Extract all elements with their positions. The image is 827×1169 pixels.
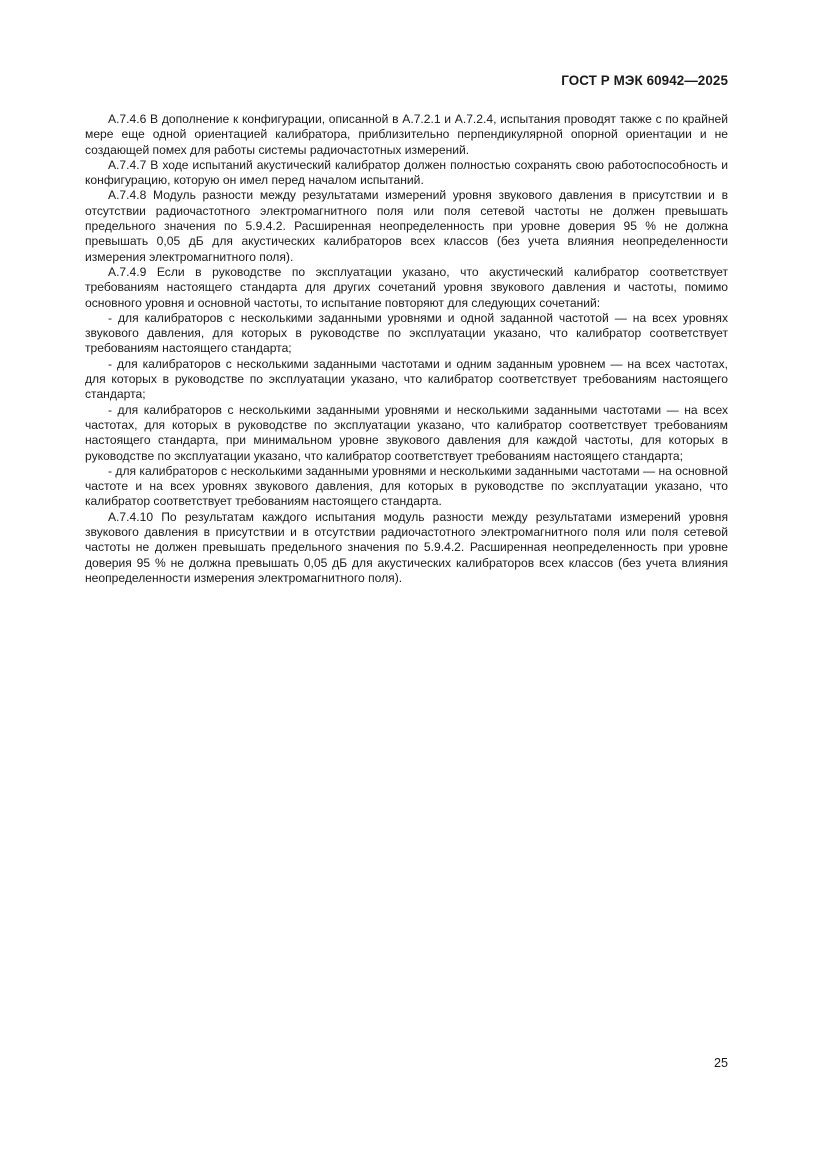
list-item-levels-frequencies-min: - для калибраторов с несколькими заданными уровнями и несколькими заданными частотами — на всех частотах, для которых в руководстве по эксплуатации указано, что калибратор соответствует требованиям настоящего стандарта, при минимальном уровне звукового давления для каждой частоты, для которых в руководстве по эксплуатации указано, что калибратор соответствует требованиям настоящего стандарта; [85, 402, 728, 463]
paragraph-a-7-4-8: А.7.4.8 Модуль разности между результатами измерений уровня звукового давления в присутствии и в отсутствии радиочастотного электромагнитного поля или поля сетевой частоты не должен превышать предельного значения по 5.9.4.2. Расширенная неопределенность при уровне доверия 95 % не должна превышать 0,05 дБ для акустических калибраторов всех классов (без учета влияния неопределенности измерения электромагнитного поля). [85, 188, 728, 264]
document-body [85, 112, 728, 586]
paragraph-a-7-4-6: А.7.4.6 В дополнение к конфигурации, описанной в А.7.2.1 и А.7.2.4, испытания проводят также с по крайней мере еще одной ориентацией калибратора, приблизительно перпендикулярной опорной ориентации и не создающей помех для работы системы радиочастотных измерений. [85, 112, 728, 157]
paragraph-a-7-4-10: А.7.4.10 По результатам каждого испытания модуль разности между результатами измерений уровня звукового давления в присутствии и в отсутствии радиочастотного электромагнитного поля или поля сетевой частоты не должен превышать предельного значения по 5.9.4.2. Расширенная неопределенность при уровне доверия 95 % не должна превышать 0,05 дБ для акустических калибраторов всех классов (без учета влияния неопределенности измерения электромагнитного поля). [85, 509, 728, 585]
document-code-header: ГОСТ Р МЭК 60942—2025 [561, 73, 728, 88]
page-number: 25 [713, 1056, 728, 1070]
paragraph-a-7-4-9: А.7.4.9 Если в руководстве по эксплуатации указано, что акустический калибратор соответствует требованиям настоящего стандарта для других сочетаний уровня звукового давления и частоты, помимо основного уровня и основной частоты, то испытание повторяют для следующих сочетаний: [85, 264, 728, 310]
list-item-frequencies: - для калибраторов с несколькими заданными частотами и одним заданным уровнем — на всех частотах, для которых в руководстве по эксплуатации указано, что калибратор соответствует требованиям настоящего стандарта; [85, 356, 728, 402]
list-item-levels-frequencies-main: - для калибраторов с несколькими заданными уровнями и несколькими заданными частотами — на основной частоте и на всех уровнях звукового давления, для которых в руководстве по эксплуатации указано, что калибратор соответствует требованиям настоящего стандарта. [85, 463, 728, 509]
list-item-levels: - для калибраторов с несколькими заданными уровнями и одной заданной частотой — на всех уровнях звукового давления, для которых в руководстве по эксплуатации указано, что калибратор соответствует требованиям настоящего стандарта; [85, 310, 728, 356]
paragraph-a-7-4-7: А.7.4.7 В ходе испытаний акустический калибратор должен полностью сохранять свою работоспособность и конфигурацию, которую он имел перед началом испытаний. [85, 157, 728, 188]
